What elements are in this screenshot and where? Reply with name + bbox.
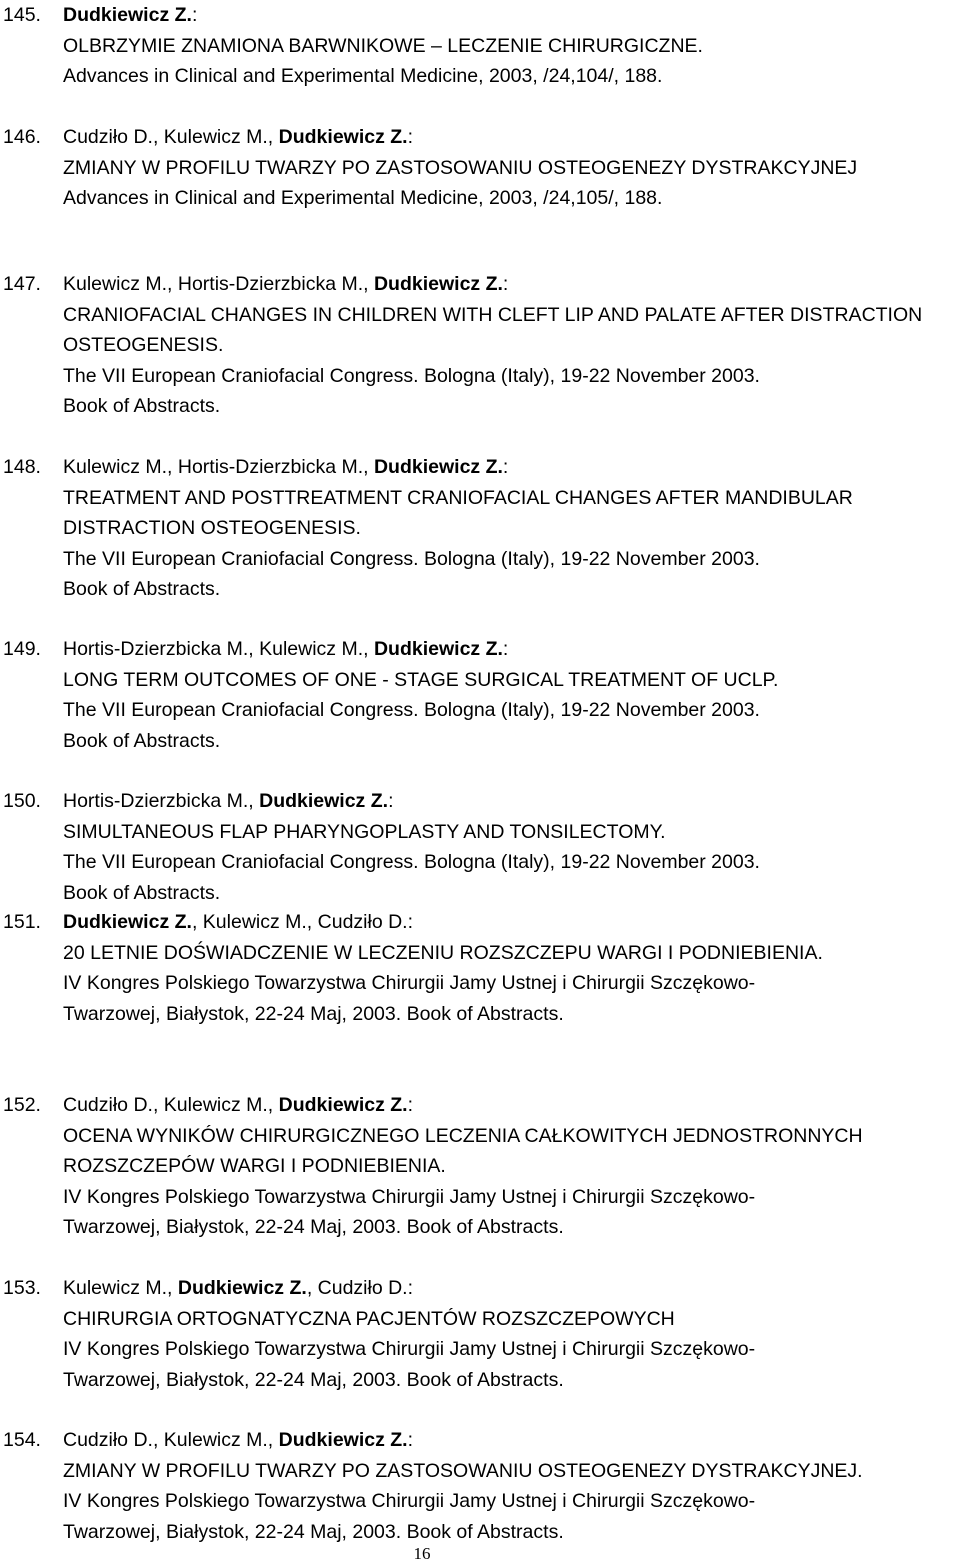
entry-body: [63, 122, 960, 214]
entry-number: 149.: [3, 638, 41, 660]
highlighted-author: Dudkiewicz Z.: [373, 273, 503, 295]
entry-body: [63, 1273, 960, 1395]
entry-body: [63, 786, 960, 908]
entry-body: [63, 1090, 960, 1243]
entry-detail-line: OSTEOGENESIS.: [63, 334, 224, 356]
author-text: :: [407, 1094, 414, 1116]
entry-title: TREATMENT AND POSTTREATMENT CRANIOFACIAL CHANGES AFTER MANDIBULAR: [63, 486, 853, 509]
author-text: Hortis-Dzierzbicka M.,: [63, 790, 260, 812]
entry-detail-line: Book of Abstracts.: [63, 578, 221, 600]
entry-detail-line: The VII European Craniofacial Congress. Bologna (Italy), 19-22 November 2003.: [63, 364, 760, 387]
entry-detail-line: Book of Abstracts.: [63, 881, 221, 904]
entry-title: LONG TERM OUTCOMES OF ONE - STAGE SURGICAL TREATMENT OF UCLP.: [63, 668, 779, 691]
entry-body: [63, 907, 960, 1029]
author-text: :: [502, 456, 509, 478]
author-text: :: [388, 790, 394, 812]
entry-title: CRANIOFACIAL CHANGES IN CHILDREN WITH CLEFT LIP AND PALATE AFTER DISTRACTION: [63, 303, 923, 326]
entry-body: [63, 269, 960, 422]
entry-number: 147.: [3, 273, 41, 295]
entry-authors: [63, 786, 960, 817]
entry-detail-line: ROZSZCZEPÓW WARGI I PODNIEBIENIA.: [63, 1155, 446, 1177]
entry-detail-line: Advances in Clinical and Experimental Medicine, 2003, /24,105/, 188.: [63, 187, 663, 209]
author-text: Kulewicz M., Hortis-Dzierzbicka M.,: [63, 273, 374, 295]
author-text: Kulewicz M.,: [63, 1277, 178, 1299]
entry-authors: [63, 1425, 960, 1456]
highlighted-author: Dudkiewicz Z.: [63, 4, 192, 26]
entry-title: OCENA WYNIKÓW CHIRURGICZNEGO LECZENIA CAŁKOWITYCH JEDNOSTRONNYCH: [63, 1124, 863, 1147]
highlighted-author: Dudkiewicz Z.: [63, 911, 192, 933]
entry-body: [63, 634, 960, 756]
entry-detail-line: The VII European Craniofacial Congress. Bologna (Italy), 19-22 November 2003.: [63, 851, 760, 873]
entry-number: 150.: [3, 790, 41, 812]
highlighted-author: Dudkiewicz Z.: [278, 1094, 408, 1116]
entry-detail-line: The VII European Craniofacial Congress. Bologna (Italy), 19-22 November 2003.: [63, 547, 760, 570]
entry-title: ZMIANY W PROFILU TWARZY PO ZASTOSOWANIU OSTEOGENEZY DYSTRAKCYJNEJ.: [63, 1459, 863, 1482]
highlighted-author: Dudkiewicz Z.: [373, 456, 503, 478]
highlighted-author: Dudkiewicz Z.: [177, 1277, 307, 1299]
entry-authors: [63, 269, 960, 300]
author-text: Cudziło D., Kulewicz M.,: [63, 126, 279, 148]
entry-number: 148.: [3, 456, 41, 478]
entry-detail-line: IV Kongres Polskiego Towarzystwa Chirurgii Jamy Ustnej i Chirurgii Szczękowo-: [63, 1490, 756, 1512]
entry-detail-line: Twarzowej, Białystok, 22-24 Maj, 2003. Book of Abstracts.: [63, 1216, 564, 1238]
entry-detail-line: The VII European Craniofacial Congress. Bologna (Italy), 19-22 November 2003.: [63, 699, 760, 721]
entry-number: 153.: [3, 1277, 41, 1299]
entry-detail-line: Advances in Clinical and Experimental Medicine, 2003, /24,104/, 188.: [63, 65, 663, 87]
entry-authors: [63, 122, 960, 153]
entry-authors: [63, 0, 960, 31]
highlighted-author: Dudkiewicz Z.: [278, 1429, 408, 1451]
entry-authors: [63, 1090, 960, 1121]
author-text: Hortis-Dzierzbicka M., Kulewicz M.,: [63, 638, 374, 660]
entry-detail-line: IV Kongres Polskiego Towarzystwa Chirurgii Jamy Ustnej i Chirurgii Szczękowo-: [63, 1185, 756, 1208]
entry-authors: [63, 452, 960, 483]
author-text: :: [191, 4, 198, 26]
entry-detail-line: Twarzowej, Białystok, 22-24 Maj, 2003. Book of Abstracts.: [63, 1368, 564, 1391]
entry-title: CHIRURGIA ORTOGNATYCZNA PACJENTÓW ROZSZCZEPOWYCH: [63, 1307, 675, 1330]
entry-authors: [63, 634, 960, 665]
author-text: , Cudziło D.:: [306, 1277, 414, 1299]
entry-number: 152.: [3, 1094, 41, 1116]
entry-body: [63, 452, 960, 605]
entry-number: 145.: [3, 4, 41, 26]
author-text: :: [502, 638, 509, 660]
page-number: 16: [413, 1544, 431, 1563]
entry-body: [63, 0, 960, 92]
author-text: Cudziło D., Kulewicz M.,: [63, 1094, 279, 1116]
entry-detail-line: Twarzowej, Białystok, 22-24 Maj, 2003. Book of Abstracts.: [63, 1520, 564, 1543]
author-text: :: [502, 273, 509, 295]
highlighted-author: Dudkiewicz Z.: [373, 638, 503, 660]
highlighted-author: Dudkiewicz Z.: [259, 790, 389, 812]
author-text: :: [407, 1429, 414, 1451]
entry-title: SIMULTANEOUS FLAP PHARYNGOPLASTY AND TONSILECTOMY.: [63, 820, 666, 843]
entry-title: ZMIANY W PROFILU TWARZY PO ZASTOSOWANIU OSTEOGENEZY DYSTRAKCYJNEJ: [63, 156, 858, 179]
author-text: :: [407, 126, 414, 148]
entry-detail-line: IV Kongres Polskiego Towarzystwa Chirurgii Jamy Ustnej i Chirurgii Szczękowo-: [63, 972, 756, 994]
author-text: Cudziło D., Kulewicz M.,: [63, 1429, 279, 1451]
entry-authors: [63, 1273, 960, 1304]
entry-authors: [63, 907, 960, 938]
entry-body: [63, 1425, 960, 1547]
author-text: , Kulewicz M., Cudziło D.:: [191, 911, 414, 933]
author-text: Kulewicz M., Hortis-Dzierzbicka M.,: [63, 456, 374, 478]
entry-detail-line: Book of Abstracts.: [63, 729, 221, 752]
entry-number: 154.: [3, 1429, 41, 1451]
entry-detail-line: Twarzowej, Białystok, 22-24 Maj, 2003. Book of Abstracts.: [63, 1002, 564, 1025]
entry-title: OLBRZYMIE ZNAMIONA BARWNIKOWE – LECZENIE CHIRURGICZNE.: [63, 34, 703, 57]
entry-detail-line: DISTRACTION OSTEOGENESIS.: [63, 517, 361, 539]
entry-title: 20 LETNIE DOŚWIADCZENIE W LECZENIU ROZSZCZEPU WARGI I PODNIEBIENIA.: [63, 941, 823, 964]
entry-detail-line: Book of Abstracts.: [63, 395, 221, 417]
entry-detail-line: IV Kongres Polskiego Towarzystwa Chirurgii Jamy Ustnej i Chirurgii Szczękowo-: [63, 1338, 756, 1360]
entry-number: 146.: [3, 126, 41, 148]
highlighted-author: Dudkiewicz Z.: [278, 126, 408, 148]
entry-number: 151.: [3, 911, 41, 933]
